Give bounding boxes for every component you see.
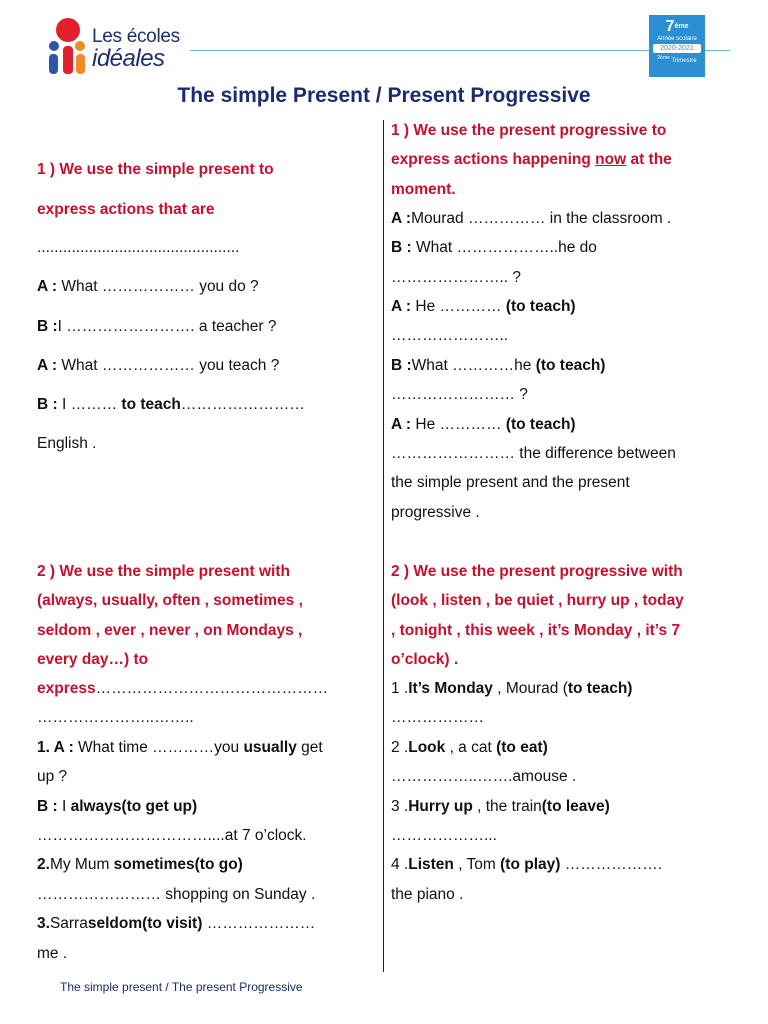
speaker-label: A : (391, 416, 412, 433)
left-rule-2-line-6: …………………..…….. (37, 709, 194, 726)
left-exercise-1-cont: up ? (37, 768, 68, 785)
right-exercise-3-cont: ………………... (391, 827, 497, 844)
blank: ………………… (202, 915, 316, 932)
time-expression: Hurry up (408, 798, 473, 815)
page-title: The simple Present / Present Progressive (177, 84, 591, 107)
dialogue-text: What ……………… you teach ? (57, 357, 280, 374)
right-exercise-4-cont: the piano . (391, 886, 464, 903)
left-rule-1-line-2: express actions that are (37, 201, 215, 218)
exercise-text: My Mum (49, 856, 114, 873)
badge-year: 2020-2021 (653, 44, 701, 53)
left-rule-1-blank: ............................................... (37, 239, 240, 256)
left-exercise-3-cont: me . (37, 945, 68, 962)
exercise-number: 2. (37, 856, 50, 873)
right-exercise-2-cont: ……………..…….amouse . (391, 768, 577, 785)
verb-hint: sometimes(to go) (113, 856, 243, 873)
left-exercise-1-answer (37, 797, 197, 816)
right-dialogue-line-1 (391, 209, 671, 228)
right-dialogue-line-11: progressive . (391, 504, 480, 521)
speaker-label: A : (391, 298, 412, 315)
left-dialogue-line-2 (37, 317, 276, 336)
exercise-number: 3 . (391, 798, 409, 815)
exercise-text: Sarra (49, 915, 88, 932)
left-exercise-2-cont: …………………… shopping on Sunday . (37, 886, 316, 903)
exercise-number: 1. A : (37, 739, 74, 756)
verb-hint: (to teach) (535, 357, 606, 374)
speaker-label: B : (391, 239, 412, 256)
logo-line-2: idéales (92, 45, 165, 72)
right-dialogue-line-5: ………………….. (391, 327, 509, 344)
badge-school-year-label: Année scolaire (657, 36, 697, 42)
exercise-text: What time …………you (73, 739, 244, 756)
speaker-label: A : (37, 278, 58, 295)
right-exercise-3 (391, 797, 610, 816)
grade-badge (649, 15, 705, 77)
adverb: usually (243, 739, 297, 756)
rule-word: express (37, 680, 96, 697)
dialogue-text: I ……………………. a teacher ? (57, 318, 277, 335)
exercise-text: , a cat (445, 739, 497, 756)
right-dialogue-line-8 (391, 415, 576, 434)
right-exercise-4 (391, 855, 662, 874)
verb-hint: (to eat) (496, 739, 548, 756)
dialogue-text: What ……………… you do ? (57, 278, 259, 295)
speaker-label: B : (37, 798, 58, 815)
right-dialogue-line-6 (391, 356, 605, 375)
logo-wordmark (92, 26, 180, 70)
logo-figures-icon (44, 16, 94, 78)
page-footer: The simple present / The present Progressive (60, 980, 303, 994)
underlined-word: now (595, 151, 627, 168)
blank: ………………. (560, 856, 663, 873)
dialogue-text: What …………he (411, 357, 536, 374)
right-rule-1-line-1: 1 ) We use the present progressive to (391, 122, 667, 139)
right-dialogue-line-2 (391, 238, 597, 257)
right-dialogue-line-10: the simple present and the present (391, 474, 630, 491)
right-exercise-2 (391, 738, 548, 757)
verb-hint: seldom(to visit) (87, 915, 203, 932)
left-rule-2-line-3: seldom , ever , never , on Mondays , (37, 622, 303, 639)
left-exercise-1-answer-cont: ……………………………....at 7 o’clock. (37, 827, 307, 844)
exercise-text: get (296, 739, 323, 756)
right-rule-1-line-2 (391, 150, 672, 169)
speaker-label: B : (37, 318, 58, 335)
verb-hint: always(to get up) (70, 798, 198, 815)
left-rule-2-line-5 (37, 679, 328, 698)
right-rule-2-line-2: (look , listen , be quiet , hurry up , today (391, 592, 684, 609)
badge-grade-suffix: ème (674, 23, 689, 30)
dialogue-text: What ………………..he do (411, 239, 597, 256)
right-dialogue-line-7: …………………… ? (391, 386, 528, 403)
exercise-number: 4 . (391, 856, 409, 873)
column-divider (383, 120, 384, 972)
left-rule-2-line-1: 2 ) We use the simple present with (37, 563, 290, 580)
time-expression: Listen (408, 856, 454, 873)
blank: …………………… (180, 396, 305, 413)
speaker-label: B : (37, 396, 58, 413)
left-rule-2-line-2: (always, usually, often , sometimes , (37, 592, 303, 609)
right-rule-2-line-1: 2 ) We use the present progressive with (391, 563, 683, 580)
exercise-number: 1 . (391, 680, 409, 697)
left-rule-1-line-1: 1 ) We use the simple present to (37, 161, 274, 178)
exercise-text: I (57, 798, 71, 815)
badge-grade: 7 (665, 18, 675, 35)
exercise-text: , the train (472, 798, 542, 815)
left-exercise-1 (37, 738, 323, 757)
left-dialogue-line-1 (37, 277, 259, 296)
time-expression: It’s Monday (408, 680, 493, 697)
right-dialogue-line-9: …………………… the difference between (391, 445, 676, 462)
verb-hint: to teach (121, 396, 181, 413)
logo-line-1: Les écoles (92, 26, 180, 47)
right-exercise-1 (391, 679, 632, 698)
right-exercise-1-cont: ……………… (391, 709, 484, 726)
right-rule-2-line-3: , tonight , this week , it’s Monday , it’s 7 (391, 622, 681, 639)
left-exercise-3 (37, 914, 315, 933)
dialogue-text: I ……… (57, 396, 122, 413)
dialogue-text: He ………… (411, 416, 506, 433)
left-rule-2-line-4: every day…) to (37, 651, 149, 668)
badge-term-number: 2ème (657, 55, 670, 61)
dialogue-text: He ………… (411, 298, 506, 315)
blank: ……………………………………… (95, 680, 329, 697)
speaker-label: B : (391, 357, 412, 374)
left-dialogue-line-3 (37, 356, 279, 375)
verb-hint: to teach) (567, 680, 633, 697)
left-dialogue-line-4 (37, 395, 305, 414)
exercise-number: 3. (37, 915, 50, 932)
time-expression: Look (408, 739, 446, 756)
verb-hint: (to play) (500, 856, 561, 873)
exercise-number: 2 . (391, 739, 409, 756)
exercise-text: , Tom (453, 856, 501, 873)
speaker-label: A : (391, 210, 412, 227)
dialogue-text: Mourad …………… in the classroom . (411, 210, 672, 227)
rule-text: at the (626, 151, 672, 168)
badge-term: Trimestre (671, 58, 697, 64)
exercise-text: , Mourad ( (492, 680, 568, 697)
right-rule-1-line-3: moment. (391, 181, 456, 198)
left-exercise-2 (37, 855, 243, 874)
speaker-label: A : (37, 357, 58, 374)
verb-hint: (to teach) (505, 416, 576, 433)
verb-hint: (to leave) (541, 798, 610, 815)
left-dialogue-line-5: English . (37, 435, 97, 452)
right-dialogue-line-3: ………………….. ? (391, 269, 522, 286)
right-dialogue-line-4 (391, 297, 576, 316)
verb-hint: (to teach) (505, 298, 576, 315)
rule-text: express actions happening (391, 151, 596, 168)
right-rule-2-line-4: o’clock) . (391, 651, 459, 668)
